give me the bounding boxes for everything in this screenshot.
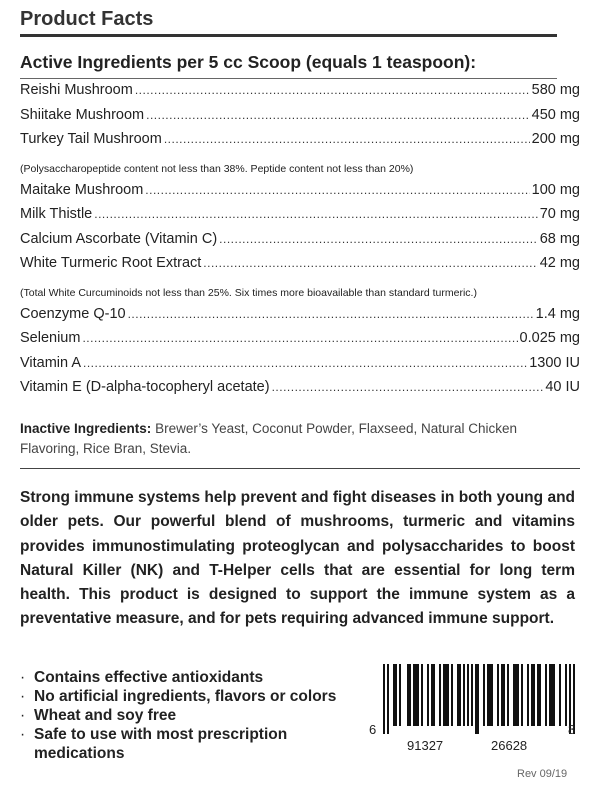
bullet-icon: ·: [20, 707, 26, 724]
ingredient-amount: 40 IU: [545, 379, 580, 395]
feature-text: Contains effective antioxidants: [34, 669, 264, 686]
ingredient-row: [20, 182, 580, 207]
feature-item: [20, 687, 365, 706]
feature-item: [20, 668, 365, 687]
feature-item: [20, 725, 365, 763]
inactive-ingredients-label: Inactive Ingredients:: [20, 421, 152, 436]
ingredients-list: [20, 82, 580, 404]
ingredient-name: Milk Thistle: [20, 206, 93, 222]
dot-leader: [94, 207, 537, 221]
feature-text: Safe to use with most prescription medications: [34, 726, 288, 762]
ingredient-amount: 42 mg: [539, 255, 580, 271]
ingredient-name: Shiitake Mushroom: [20, 106, 145, 123]
ingredient-row: [20, 379, 580, 404]
inactive-ingredients-text: Brewer’s Yeast, Coconut Powder, Flaxseed, Natural Chicken Flavoring, Rice Bran, Stevia.: [20, 421, 518, 456]
bullet-icon: ·: [20, 669, 26, 686]
dot-leader: [82, 331, 517, 345]
ingredient-amount: 70 mg: [539, 206, 580, 222]
ingredient-row: [20, 355, 580, 380]
description-paragraph: Strong immune systems help prevent and fight diseases in both young and older pets. Our powerful blend of mushrooms, turmeric and vitamins provides immunostimulating proteoglycan and polysaccharides to boost Natural Killer (NK) and T-Helper cells that are essential for long term health. This product is designed to support the immune system as a preventative measure, and for pets requiring advanced immune support.: [20, 489, 575, 628]
ingredient-amount: 0.025 mg: [519, 330, 580, 346]
dot-leader: [83, 356, 527, 370]
bullet-icon: ·: [20, 688, 26, 705]
dot-leader: [219, 232, 538, 246]
ingredient-row: [20, 306, 580, 331]
ingredient-amount: 68 mg: [539, 230, 580, 247]
ingredient-name: Vitamin A: [20, 354, 81, 371]
upc-barcode: [369, 664, 583, 754]
ingredient-amount: 200 mg: [531, 131, 580, 147]
ingredient-row: [20, 255, 580, 280]
ingredient-note: (Polysaccharopeptide content not less than 38%. Peptide content not less than 20%): [20, 162, 414, 175]
ingredient-name: Vitamin E (D-alpha-tocopheryl acetate): [20, 379, 270, 395]
inactive-divider: [20, 468, 580, 469]
ingredient-name: White Turmeric Root Extract: [20, 255, 202, 271]
dot-leader: [145, 183, 529, 197]
product-facts-title: Product Facts: [20, 8, 154, 30]
ingredient-amount: 1.4 mg: [535, 305, 580, 322]
ingredient-row: [20, 206, 580, 231]
ingredient-row: [20, 330, 580, 355]
ingredient-name: Maitake Mushroom: [20, 181, 144, 198]
ingredient-row: [20, 107, 580, 132]
ingredient-name: Reishi Mushroom: [20, 82, 133, 98]
ingredient-name: Calcium Ascorbate (Vitamin C): [20, 230, 218, 247]
ingredient-amount: 1300 IU: [529, 354, 580, 371]
ingredient-row: [20, 82, 580, 107]
revision-label: Rev 09/19: [517, 768, 568, 780]
feature-text: Wheat and soy free: [34, 707, 177, 724]
barcode-group-2: 26628: [491, 738, 528, 753]
ingredient-row: [20, 131, 580, 156]
ingredient-row: [20, 231, 580, 256]
dot-leader: [128, 307, 534, 321]
feature-item: [20, 706, 365, 725]
dot-leader: [146, 108, 530, 122]
ingredient-name: Selenium: [20, 330, 81, 346]
dot-leader: [272, 380, 544, 394]
title-divider: [20, 34, 557, 37]
dot-leader: [203, 256, 537, 270]
ingredient-amount: 580 mg: [531, 82, 580, 98]
barcode-icon: [381, 664, 581, 734]
ingredient-amount: 100 mg: [531, 181, 580, 198]
barcode-right-digit: 8: [568, 722, 576, 737]
barcode-left-digit: 6: [369, 722, 377, 737]
feature-text: No artificial ingredients, flavors or colors: [34, 688, 337, 705]
ingredient-amount: 450 mg: [531, 106, 580, 123]
feature-list: [20, 668, 365, 763]
ingredient-name: Coenzyme Q-10: [20, 305, 126, 322]
barcode-group-1: 91327: [407, 738, 444, 753]
ingredient-name: Turkey Tail Mushroom: [20, 131, 162, 147]
ingredient-note: (Total White Curcuminoids not less than 25%. Six times more bioavailable than standard turmeric.): [20, 286, 477, 299]
active-ingredients-heading: Active Ingredients per 5 cc Scoop (equals 1 teaspoon):: [20, 52, 477, 72]
bullet-icon: ·: [20, 726, 26, 743]
inactive-ingredients: [20, 419, 580, 459]
dot-leader: [164, 132, 530, 146]
heading-divider: [20, 78, 557, 79]
dot-leader: [135, 83, 530, 97]
